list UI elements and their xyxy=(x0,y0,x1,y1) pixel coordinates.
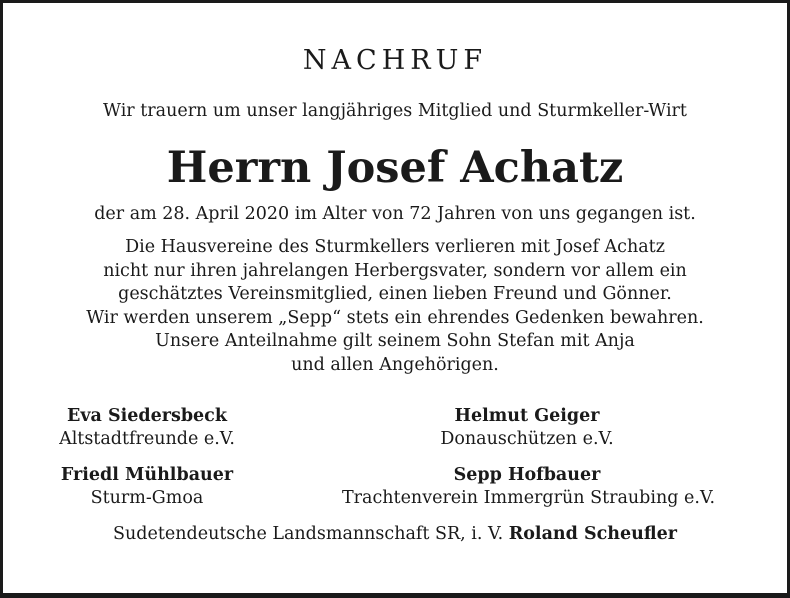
intro-text: Wir trauern um unser langjähriges Mitglied und Sturmkeller-Wirt xyxy=(103,101,687,121)
signatory-org: Donauschützen e.V. xyxy=(440,429,614,449)
body-line: und allen Angehörigen. xyxy=(291,354,499,375)
signatory-org: Altstadtfreunde e.V. xyxy=(59,429,235,449)
signatory-name: Eva Siedersbeck xyxy=(67,406,227,426)
body-line: Wir werden unserem „Sepp“ stets ein ehrendes Gedenken bewahren. xyxy=(86,307,704,328)
date-line: der am 28. April 2020 im Alter von 72 Jahren von uns gegangen ist. xyxy=(94,204,696,224)
signatory-name: Helmut Geiger xyxy=(454,406,600,426)
deceased-name: Herrn Josef Achatz xyxy=(166,143,624,193)
signatory-org: Trachtenverein Immergrün Straubing e.V. xyxy=(342,488,716,508)
signatory-name: Sepp Hofbauer xyxy=(453,465,601,485)
signatory xyxy=(0,464,332,510)
signatory xyxy=(342,464,716,510)
footer-signatory-name: Roland Scheufler xyxy=(508,524,677,544)
signatory-org: Sturm-Gmoa xyxy=(90,488,204,508)
body-text xyxy=(3,236,787,377)
body-line: Unsere Anteilnahme gilt seinem Sohn Stefan mit Anja xyxy=(155,331,635,351)
body-line: nicht nur ihren jahrelangen Herbergsvater, sondern vor allem ein xyxy=(103,260,687,281)
footer-line xyxy=(3,522,787,546)
body-line: geschätztes Vereinsmitglied, einen lieben Freund und Gönner. xyxy=(118,284,672,304)
signatory xyxy=(0,405,332,451)
signatory xyxy=(342,405,712,451)
notice-heading: NACHRUF xyxy=(302,45,488,76)
body-line: Die Hausvereine des Sturmkellers verlieren mit Josef Achatz xyxy=(125,237,665,257)
signatory-name: Friedl Mühlbauer xyxy=(60,465,234,485)
footer-org: Sudetendeutsche Landsmannschaft SR, i. V. xyxy=(113,524,509,544)
